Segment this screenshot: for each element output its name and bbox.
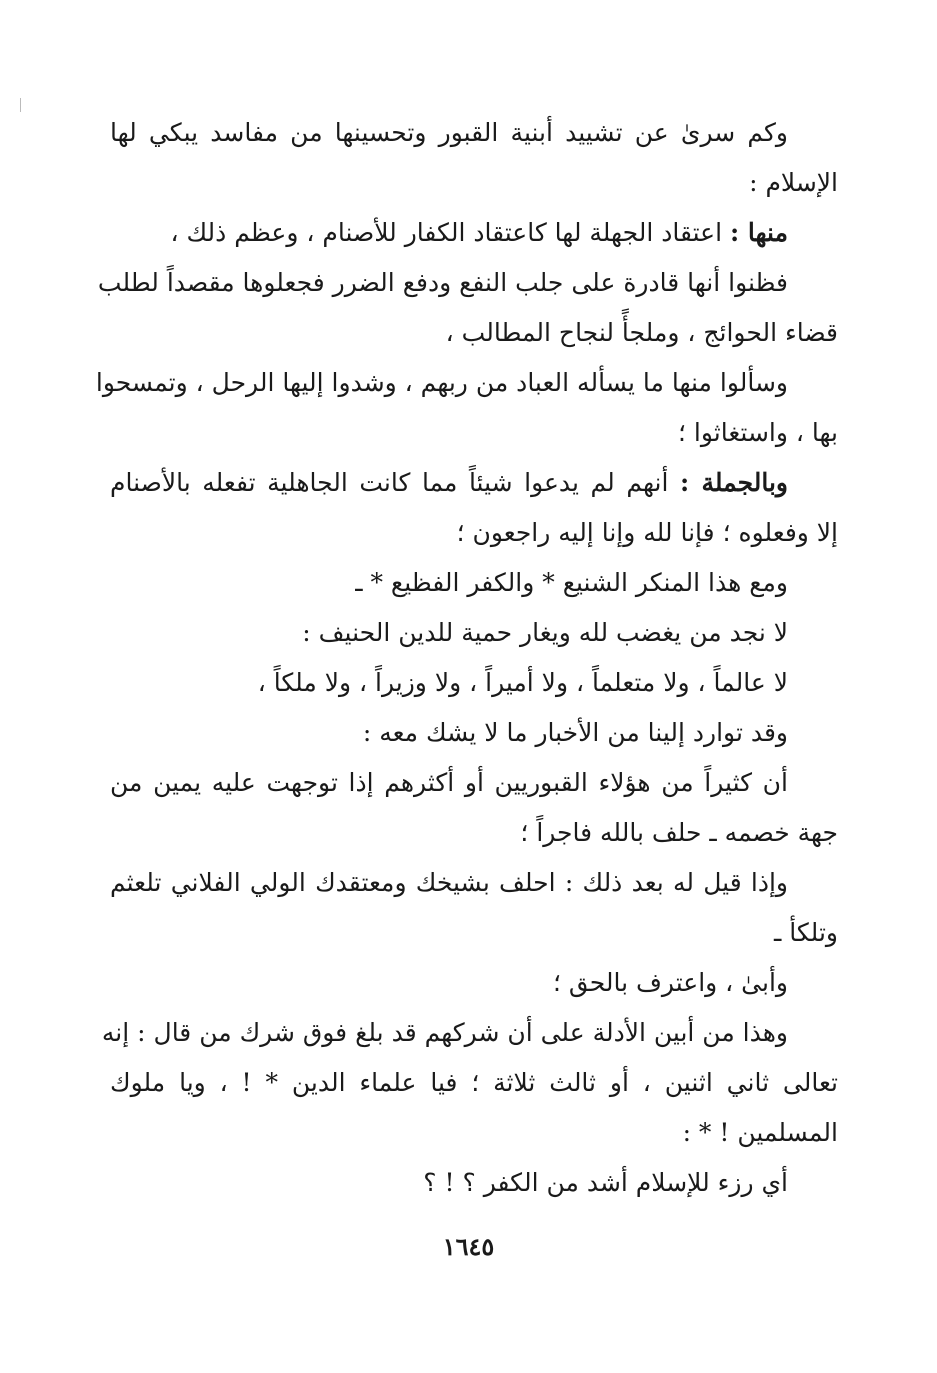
scan-mark <box>20 98 21 112</box>
line-text: أنهم لم يدعوا شيئاً مما كانت الجاهلية تفعله بالأصنام <box>110 468 669 497</box>
text-line <box>110 408 838 458</box>
text-line <box>110 608 838 658</box>
text-line <box>110 658 838 708</box>
text-line <box>110 858 838 908</box>
lead-word: وبالجملة : <box>679 468 788 497</box>
line-text: ومع هذا المنكر الشنيع * والكفر الفظيع * ـ <box>355 568 788 597</box>
paragraph <box>110 458 838 558</box>
lead-word: منها : <box>729 218 788 247</box>
line-text: المسلمين ! * : <box>682 1118 838 1147</box>
paragraph <box>101 1008 838 1158</box>
line-text: أن كثيراً من هؤلاء القبوريين أو أكثرهم إذا توجهت عليه يمين من <box>110 768 788 797</box>
line-text: لا عالماً ، ولا متعلماً ، ولا أميراً ، ولا وزيراً ، ولا ملكاً ، <box>257 668 788 697</box>
text-line <box>110 558 838 608</box>
text-line <box>110 308 838 358</box>
text-line <box>110 908 838 958</box>
line-text: وقد توارد إلينا من الأخبار ما لا يشك معه : <box>362 718 788 747</box>
line-text: الإسلام : <box>749 168 838 197</box>
line-text: فظنوا أنها قادرة على جلب النفع ودفع الضرر فجعلوها مقصداً لطلب <box>97 268 788 297</box>
text-line <box>110 458 838 508</box>
page-number: ١٦٤٥ <box>442 1232 495 1261</box>
line-text: أي رزء للإسلام أشد من الكفر ؟ ! ؟ <box>423 1168 788 1197</box>
line-text: إلا وفعلوه ؛ فإنا لله وإنا إليه راجعون ؛ <box>456 518 838 547</box>
text-line <box>110 1108 838 1158</box>
line-text: لا نجد من يغضب لله ويغار حمية للدين الحنيف : <box>302 618 788 647</box>
text-line <box>101 1008 838 1058</box>
text-line <box>110 508 838 558</box>
text-line <box>95 358 838 408</box>
line-text: وسألوا منها ما يسأله العباد من ربهم ، وشدوا إليها الرحل ، وتمسحوا <box>95 368 788 397</box>
paragraph <box>110 1158 838 1208</box>
line-text: وإذا قيل له بعد ذلك : احلف بشيخك ومعتقدك الولي الفلاني تلعثم <box>110 868 788 897</box>
text-line <box>110 808 838 858</box>
paragraph <box>110 108 838 208</box>
line-text: جهة خصمه ـ حلف بالله فاجراً ؛ <box>520 818 838 847</box>
line-text: وهذا من أبين الأدلة على أن شركهم قد بلغ فوق شرك من قال : إنه <box>101 1018 788 1047</box>
text-line <box>110 158 838 208</box>
text-line <box>97 258 838 308</box>
text-line <box>110 1158 838 1208</box>
text-line <box>110 1058 838 1108</box>
line-text: وكم سرىٰ عن تشييد أبنية القبور وتحسينها من مفاسد يبكي لها <box>110 118 788 147</box>
text-line <box>110 208 838 258</box>
line-text: اعتقاد الجهلة لها كاعتقاد الكفار للأصنام ، وعظم ذلك ، <box>170 218 723 247</box>
text-line <box>110 708 838 758</box>
paragraph <box>110 208 838 258</box>
paragraph <box>110 858 838 958</box>
text-line <box>110 958 838 1008</box>
text-line <box>110 108 838 158</box>
line-text: بها ، واستغاثوا ؛ <box>678 418 838 447</box>
paragraph <box>110 758 838 858</box>
line-text: تعالى ثاني اثنين ، أو ثالث ثلاثة ؛ فيا علماء الدين * ! ، ويا ملوك <box>110 1068 838 1097</box>
paragraph <box>110 658 838 708</box>
line-text: قضاء الحوائج ، وملجأً لنجاح المطالب ، <box>445 318 838 347</box>
paragraph <box>110 608 838 658</box>
paragraph <box>110 958 838 1008</box>
paragraph <box>110 708 838 758</box>
text-line <box>110 758 838 808</box>
paragraph <box>95 358 838 458</box>
paragraph <box>110 558 838 608</box>
paragraph <box>97 258 838 358</box>
line-text: وتلكأ ـ <box>773 918 838 947</box>
body-text <box>95 108 838 1208</box>
line-text: وأبىٰ ، واعترف بالحق ؛ <box>553 968 788 997</box>
